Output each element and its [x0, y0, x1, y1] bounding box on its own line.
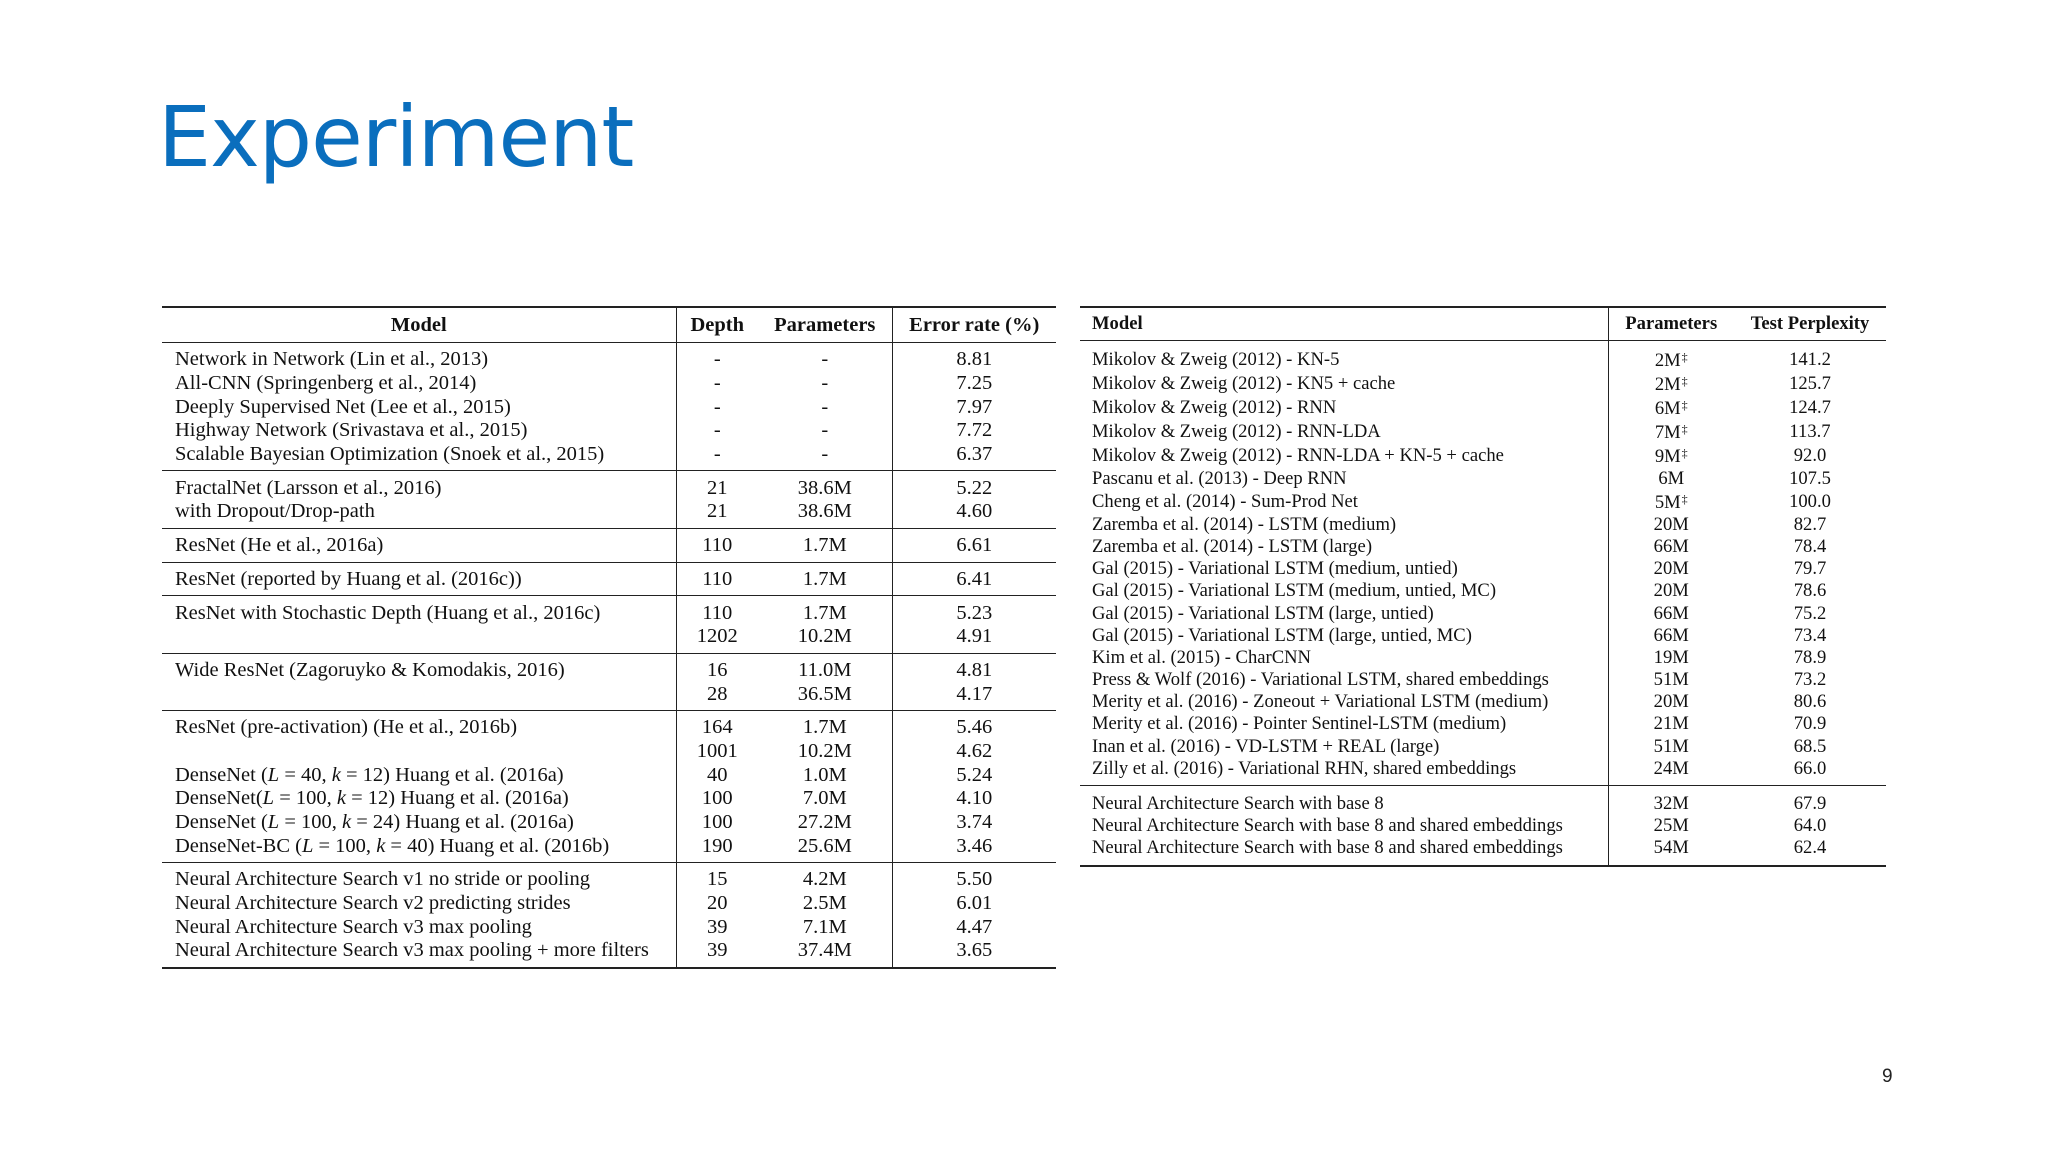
model-name-cell: DenseNet (L = 100, k = 24) Huang et al. (2016a) — [175, 811, 574, 834]
model-name-cell: Mikolov & Zweig (2012) - KN5 + cache — [1092, 372, 1396, 394]
parameters-cell: 27.2M — [797, 811, 852, 834]
parameters-cell — [1608, 602, 1734, 624]
depth-cell: - — [676, 443, 758, 471]
depth-cell: 1202 — [676, 625, 758, 653]
model-name-cell: Gal (2015) - Variational LSTM (medium, untied) — [1092, 558, 1458, 580]
test-perplexity-cell: 73.4 — [1793, 624, 1827, 646]
test-perplexity-cell: 68.5 — [1793, 735, 1827, 757]
test-perplexity-cell: 107.5 — [1789, 467, 1831, 489]
model-name-cell: Neural Architecture Search with base 8 and shared embeddings — [1092, 815, 1563, 837]
error-rate-cell: 5.23 — [892, 596, 1056, 625]
parameters-cell — [1608, 735, 1734, 757]
model-name-cell: ResNet (pre-activation) (He et al., 2016b) — [162, 710, 676, 739]
test-perplexity-cell: 78.6 — [1793, 580, 1827, 602]
table-row — [1080, 419, 1886, 443]
test-perplexity-cell: 75.2 — [1793, 602, 1827, 624]
parameters-cell — [1608, 713, 1734, 735]
parameters-cell: 1.7M — [758, 596, 892, 625]
model-name-cell: Gal (2015) - Variational LSTM (large, untied) — [1092, 602, 1434, 624]
parameters-header: Parameters — [1608, 307, 1734, 341]
parameters-value: 21M — [1653, 713, 1689, 735]
model-name-cell — [162, 740, 676, 764]
error-rate-cell: 4.91 — [892, 625, 1056, 653]
depth-cell: 100 — [676, 787, 758, 811]
parameters-cell: - — [821, 419, 829, 442]
table-row — [162, 443, 1056, 471]
footnote-marker: ‡ — [1681, 422, 1688, 436]
footnote-marker: ‡ — [1681, 446, 1688, 460]
parameters-value: 32M — [1653, 793, 1689, 815]
table-row — [1080, 786, 1886, 815]
parameters-value: 20M — [1653, 513, 1689, 535]
depth-cell: 28 — [676, 682, 758, 710]
table-row — [1080, 602, 1886, 624]
model-name-cell: Neural Architecture Search v3 max pooling + more filters — [175, 939, 649, 962]
error-rate-cell: 6.01 — [892, 892, 1056, 916]
parameters-cell: 1.7M — [758, 562, 892, 596]
depth-cell: 39 — [676, 939, 758, 968]
parameters-cell: 11.0M — [758, 653, 892, 682]
parameters-cell: 4.2M — [758, 863, 892, 892]
parameters-value: 7M — [1654, 422, 1681, 443]
test-perplexity-cell: 79.7 — [1793, 558, 1827, 580]
table-row — [1080, 467, 1886, 489]
parameters-cell — [1608, 558, 1734, 580]
table-row — [1080, 395, 1886, 419]
parameters-cell: 37.4M — [797, 939, 852, 962]
error-rate-header: Error rate (%) — [892, 307, 1056, 343]
table-row — [162, 915, 1056, 939]
footnote-marker: ‡ — [1681, 492, 1688, 507]
model-name-cell: Inan et al. (2016) - VD-LSTM + REAL (large) — [1092, 735, 1440, 757]
model-name-cell: Mikolov & Zweig (2012) - RNN — [1092, 396, 1337, 418]
parameters-cell: 38.6M — [758, 471, 892, 500]
model-name-cell: Neural Architecture Search v1 no stride or pooling — [162, 863, 676, 892]
parameters-value: 2M — [1654, 350, 1681, 371]
parameters-cell: - — [821, 443, 829, 466]
table-row — [162, 419, 1056, 443]
table-row — [1080, 341, 1886, 372]
parameters-cell — [1608, 837, 1734, 866]
model-name-cell: DenseNet(L = 100, k = 12) Huang et al. (2016a) — [175, 787, 569, 810]
model-name-cell — [162, 625, 676, 653]
test-perplexity-cell: 73.2 — [1793, 669, 1827, 691]
parameters-cell: - — [821, 395, 829, 418]
model-name-cell: Network in Network (Lin et al., 2013) — [175, 348, 489, 371]
model-name-cell: Merity et al. (2016) - Pointer Sentinel-LSTM (medium) — [1092, 713, 1507, 735]
error-rate-cell: 8.81 — [892, 343, 1056, 372]
test-perplexity-header: Test Perplexity — [1734, 307, 1886, 341]
parameters-cell — [1608, 371, 1734, 395]
table-row — [162, 343, 1056, 372]
depth-cell: 110 — [676, 562, 758, 596]
table-row — [162, 471, 1056, 500]
test-perplexity-cell: 62.4 — [1793, 837, 1827, 859]
table-row — [1080, 713, 1886, 735]
table-header-row — [1080, 307, 1886, 341]
table-row — [1080, 513, 1886, 535]
error-rate-cell: 6.41 — [892, 562, 1056, 596]
parameters-value: 20M — [1653, 558, 1689, 580]
table-row — [162, 834, 1056, 862]
table-row — [162, 596, 1056, 625]
parameters-cell — [1608, 669, 1734, 691]
test-perplexity-cell: 70.9 — [1793, 713, 1827, 735]
table-row — [162, 811, 1056, 835]
table-row — [1080, 443, 1886, 467]
error-rate-cell: 4.47 — [892, 915, 1056, 939]
error-rate-cell: 4.10 — [892, 787, 1056, 811]
parameters-value: 20M — [1653, 691, 1689, 713]
parameters-cell — [1608, 757, 1734, 786]
model-name-cell: Mikolov & Zweig (2012) - RNN-LDA + KN-5 + cache — [1092, 444, 1504, 466]
test-perplexity-cell: 92.0 — [1793, 444, 1827, 466]
model-name-cell: Merity et al. (2016) - Zoneout + Variational LSTM (medium) — [1092, 691, 1549, 713]
table-row — [1080, 669, 1886, 691]
error-rate-cell: 4.60 — [892, 500, 1056, 528]
parameters-value: 54M — [1653, 837, 1689, 859]
depth-cell: 164 — [676, 710, 758, 739]
test-perplexity-cell: 80.6 — [1793, 691, 1827, 713]
table-row — [1080, 815, 1886, 837]
error-rate-cell: 6.37 — [892, 443, 1056, 471]
depth-cell: - — [676, 419, 758, 443]
parameters-cell: 38.6M — [797, 500, 852, 523]
parameters-cell: 10.2M — [797, 739, 852, 762]
error-rate-cell: 7.25 — [892, 372, 1056, 396]
page-number: 9 — [1882, 1066, 1893, 1087]
model-name-cell: Kim et al. (2015) - CharCNN — [1092, 646, 1311, 668]
table-row — [162, 863, 1056, 892]
model-name-cell: Gal (2015) - Variational LSTM (medium, untied, MC) — [1092, 580, 1497, 602]
depth-cell: - — [676, 372, 758, 396]
parameters-value: 51M — [1653, 669, 1689, 691]
table-row — [1080, 580, 1886, 602]
table-row — [1080, 624, 1886, 646]
depth-cell: 20 — [676, 892, 758, 916]
parameters-value: 66M — [1653, 602, 1689, 624]
parameters-value: 25M — [1653, 815, 1689, 837]
parameters-value: 24M — [1653, 757, 1689, 779]
parameters-value: 19M — [1653, 646, 1689, 668]
table-row — [1080, 646, 1886, 668]
error-rate-cell: 3.46 — [892, 834, 1056, 862]
parameters-cell — [1608, 691, 1734, 713]
depth-cell: 21 — [676, 471, 758, 500]
parameters-cell: 36.5M — [797, 682, 852, 705]
table-row — [162, 562, 1056, 596]
depth-cell: 190 — [676, 834, 758, 862]
model-name-cell: Pascanu et al. (2013) - Deep RNN — [1092, 467, 1347, 489]
parameters-cell — [1608, 341, 1734, 372]
error-rate-cell: 7.72 — [892, 419, 1056, 443]
table-row — [162, 787, 1056, 811]
error-rate-cell: 5.46 — [892, 710, 1056, 739]
depth-cell: 110 — [676, 528, 758, 562]
depth-cell: 15 — [676, 863, 758, 892]
table-row — [162, 625, 1056, 653]
parameters-cell — [1608, 535, 1734, 557]
test-perplexity-cell: 67.9 — [1734, 786, 1886, 815]
test-perplexity-cell: 141.2 — [1789, 348, 1831, 370]
model-name-cell: Wide ResNet (Zagoruyko & Komodakis, 2016) — [162, 653, 676, 682]
error-rate-cell: 3.74 — [892, 811, 1056, 835]
table-row — [162, 740, 1056, 764]
test-perplexity-cell: 125.7 — [1789, 372, 1831, 394]
parameters-cell: 2.5M — [802, 892, 847, 915]
parameters-cell — [1608, 815, 1734, 837]
error-rate-cell: 6.61 — [892, 528, 1056, 562]
parameters-value: 2M — [1654, 374, 1681, 395]
model-name-cell: DenseNet (L = 40, k = 12) Huang et al. (2016a) — [175, 763, 564, 786]
parameters-cell — [1608, 419, 1734, 443]
test-perplexity-cell: 124.7 — [1789, 396, 1831, 418]
table-row — [162, 939, 1056, 968]
error-rate-cell: 5.22 — [892, 471, 1056, 500]
table-row — [1080, 757, 1886, 786]
parameters-value: 66M — [1653, 535, 1689, 557]
table-row — [1080, 535, 1886, 557]
test-perplexity-cell: 78.9 — [1793, 646, 1827, 668]
model-name-cell: Mikolov & Zweig (2012) - KN-5 — [1092, 348, 1340, 370]
table-row — [162, 892, 1056, 916]
model-name-cell: Mikolov & Zweig (2012) - RNN-LDA — [1092, 420, 1381, 442]
model-name-cell: Scalable Bayesian Optimization (Snoek et al., 2015) — [175, 443, 605, 466]
parameters-cell: 1.0M — [802, 763, 847, 786]
table-row — [162, 682, 1056, 710]
footnote-marker: ‡ — [1681, 398, 1688, 412]
depth-header: Depth — [676, 307, 758, 343]
model-name-cell: with Dropout/Drop-path — [175, 500, 375, 523]
parameters-value: 6M — [1654, 398, 1681, 419]
depth-cell: 1001 — [676, 740, 758, 764]
model-name-cell: Deeply Supervised Net (Lee et al., 2015) — [175, 395, 511, 418]
parameters-value: 51M — [1653, 735, 1689, 757]
parameters-cell — [1608, 646, 1734, 668]
depth-cell: - — [676, 395, 758, 419]
test-perplexity-cell: 64.0 — [1793, 815, 1827, 837]
model-name-cell: Zaremba et al. (2014) - LSTM (medium) — [1092, 513, 1397, 535]
parameters-cell — [1608, 580, 1734, 602]
model-name-cell: Neural Architecture Search with base 8 — [1080, 786, 1608, 815]
parameters-value: 5M — [1654, 492, 1681, 514]
parameters-cell — [1608, 786, 1734, 815]
model-name-cell: DenseNet-BC (L = 100, k = 40) Huang et al. (2016b) — [175, 834, 610, 857]
model-name-cell — [162, 682, 676, 710]
table-row — [1080, 489, 1886, 513]
depth-cell: 39 — [676, 915, 758, 939]
table-row — [162, 653, 1056, 682]
parameters-cell: 10.2M — [797, 625, 852, 648]
parameters-value: 6M — [1658, 467, 1685, 489]
model-name-cell: Press & Wolf (2016) - Variational LSTM, shared embeddings — [1092, 669, 1549, 691]
test-perplexity-cell: 78.4 — [1793, 535, 1827, 557]
ptb-results-table — [1080, 306, 1886, 867]
parameters-cell: - — [821, 348, 829, 371]
table-header-row — [162, 307, 1056, 343]
table-row — [162, 763, 1056, 787]
table-row — [1080, 691, 1886, 713]
model-name-cell: Zaremba et al. (2014) - LSTM (large) — [1092, 535, 1373, 557]
table-row — [162, 372, 1056, 396]
depth-cell: 16 — [676, 653, 758, 682]
parameters-cell: 1.7M — [758, 528, 892, 562]
parameters-cell — [1608, 395, 1734, 419]
model-name-cell: Highway Network (Srivastava et al., 2015) — [175, 419, 528, 442]
depth-cell: - — [676, 343, 758, 372]
slide-title: Experiment — [158, 88, 634, 186]
model-name-cell: All-CNN (Springenberg et al., 2014) — [175, 372, 477, 395]
table-row — [162, 500, 1056, 528]
table-row — [1080, 735, 1886, 757]
depth-cell: 21 — [676, 500, 758, 528]
model-name-cell: Neural Architecture Search with base 8 and shared embeddings — [1092, 837, 1563, 859]
depth-cell: 110 — [676, 596, 758, 625]
model-name-cell: ResNet with Stochastic Depth (Huang et al., 2016c) — [162, 596, 676, 625]
depth-cell: 40 — [676, 763, 758, 787]
parameters-cell — [1608, 443, 1734, 467]
parameters-cell — [1608, 467, 1734, 489]
parameters-cell — [1608, 624, 1734, 646]
footnote-marker: ‡ — [1681, 374, 1688, 388]
model-name-cell: Cheng et al. (2014) - Sum-Prod Net — [1092, 490, 1358, 512]
model-name-cell: ResNet (He et al., 2016a) — [162, 528, 676, 562]
model-name-cell: Gal (2015) - Variational LSTM (large, untied, MC) — [1092, 624, 1472, 646]
model-name-cell: ResNet (reported by Huang et al. (2016c)) — [162, 562, 676, 596]
parameters-cell — [1608, 513, 1734, 535]
model-name-cell: FractalNet (Larsson et al., 2016) — [162, 471, 676, 500]
parameters-cell: 25.6M — [797, 834, 852, 857]
parameters-header: Parameters — [758, 307, 892, 343]
test-perplexity-cell: 82.7 — [1793, 513, 1827, 535]
table-row — [162, 710, 1056, 739]
parameters-cell: 7.1M — [802, 915, 847, 938]
model-name-cell: Neural Architecture Search v2 predicting strides — [175, 892, 571, 915]
error-rate-cell: 5.50 — [892, 863, 1056, 892]
parameters-value: 66M — [1653, 624, 1689, 646]
model-header: Model — [162, 307, 676, 343]
model-name-cell: Zilly et al. (2016) - Variational RHN, shared embeddings — [1092, 757, 1517, 779]
test-perplexity-cell: 100.0 — [1789, 490, 1831, 512]
depth-cell: 100 — [676, 811, 758, 835]
test-perplexity-cell: 66.0 — [1793, 757, 1827, 779]
footnote-marker: ‡ — [1681, 350, 1688, 364]
table-row — [1080, 837, 1886, 866]
parameters-value: 9M — [1654, 446, 1681, 467]
error-rate-cell: 4.62 — [892, 740, 1056, 764]
table-row — [1080, 558, 1886, 580]
table-row — [162, 395, 1056, 419]
parameters-value: 20M — [1653, 580, 1689, 602]
parameters-cell — [1608, 489, 1734, 513]
table-row — [1080, 371, 1886, 395]
error-rate-cell: 7.97 — [892, 395, 1056, 419]
error-rate-cell: 5.24 — [892, 763, 1056, 787]
parameters-cell: 7.0M — [802, 787, 847, 810]
error-rate-cell: 4.81 — [892, 653, 1056, 682]
model-name-cell: Neural Architecture Search v3 max pooling — [175, 915, 532, 938]
test-perplexity-cell: 113.7 — [1789, 420, 1831, 442]
parameters-cell: - — [821, 372, 829, 395]
table-row — [162, 528, 1056, 562]
parameters-cell: 1.7M — [758, 710, 892, 739]
cifar-results-table — [162, 306, 1056, 969]
error-rate-cell: 3.65 — [892, 939, 1056, 968]
error-rate-cell: 4.17 — [892, 682, 1056, 710]
model-header: Model — [1080, 307, 1608, 341]
